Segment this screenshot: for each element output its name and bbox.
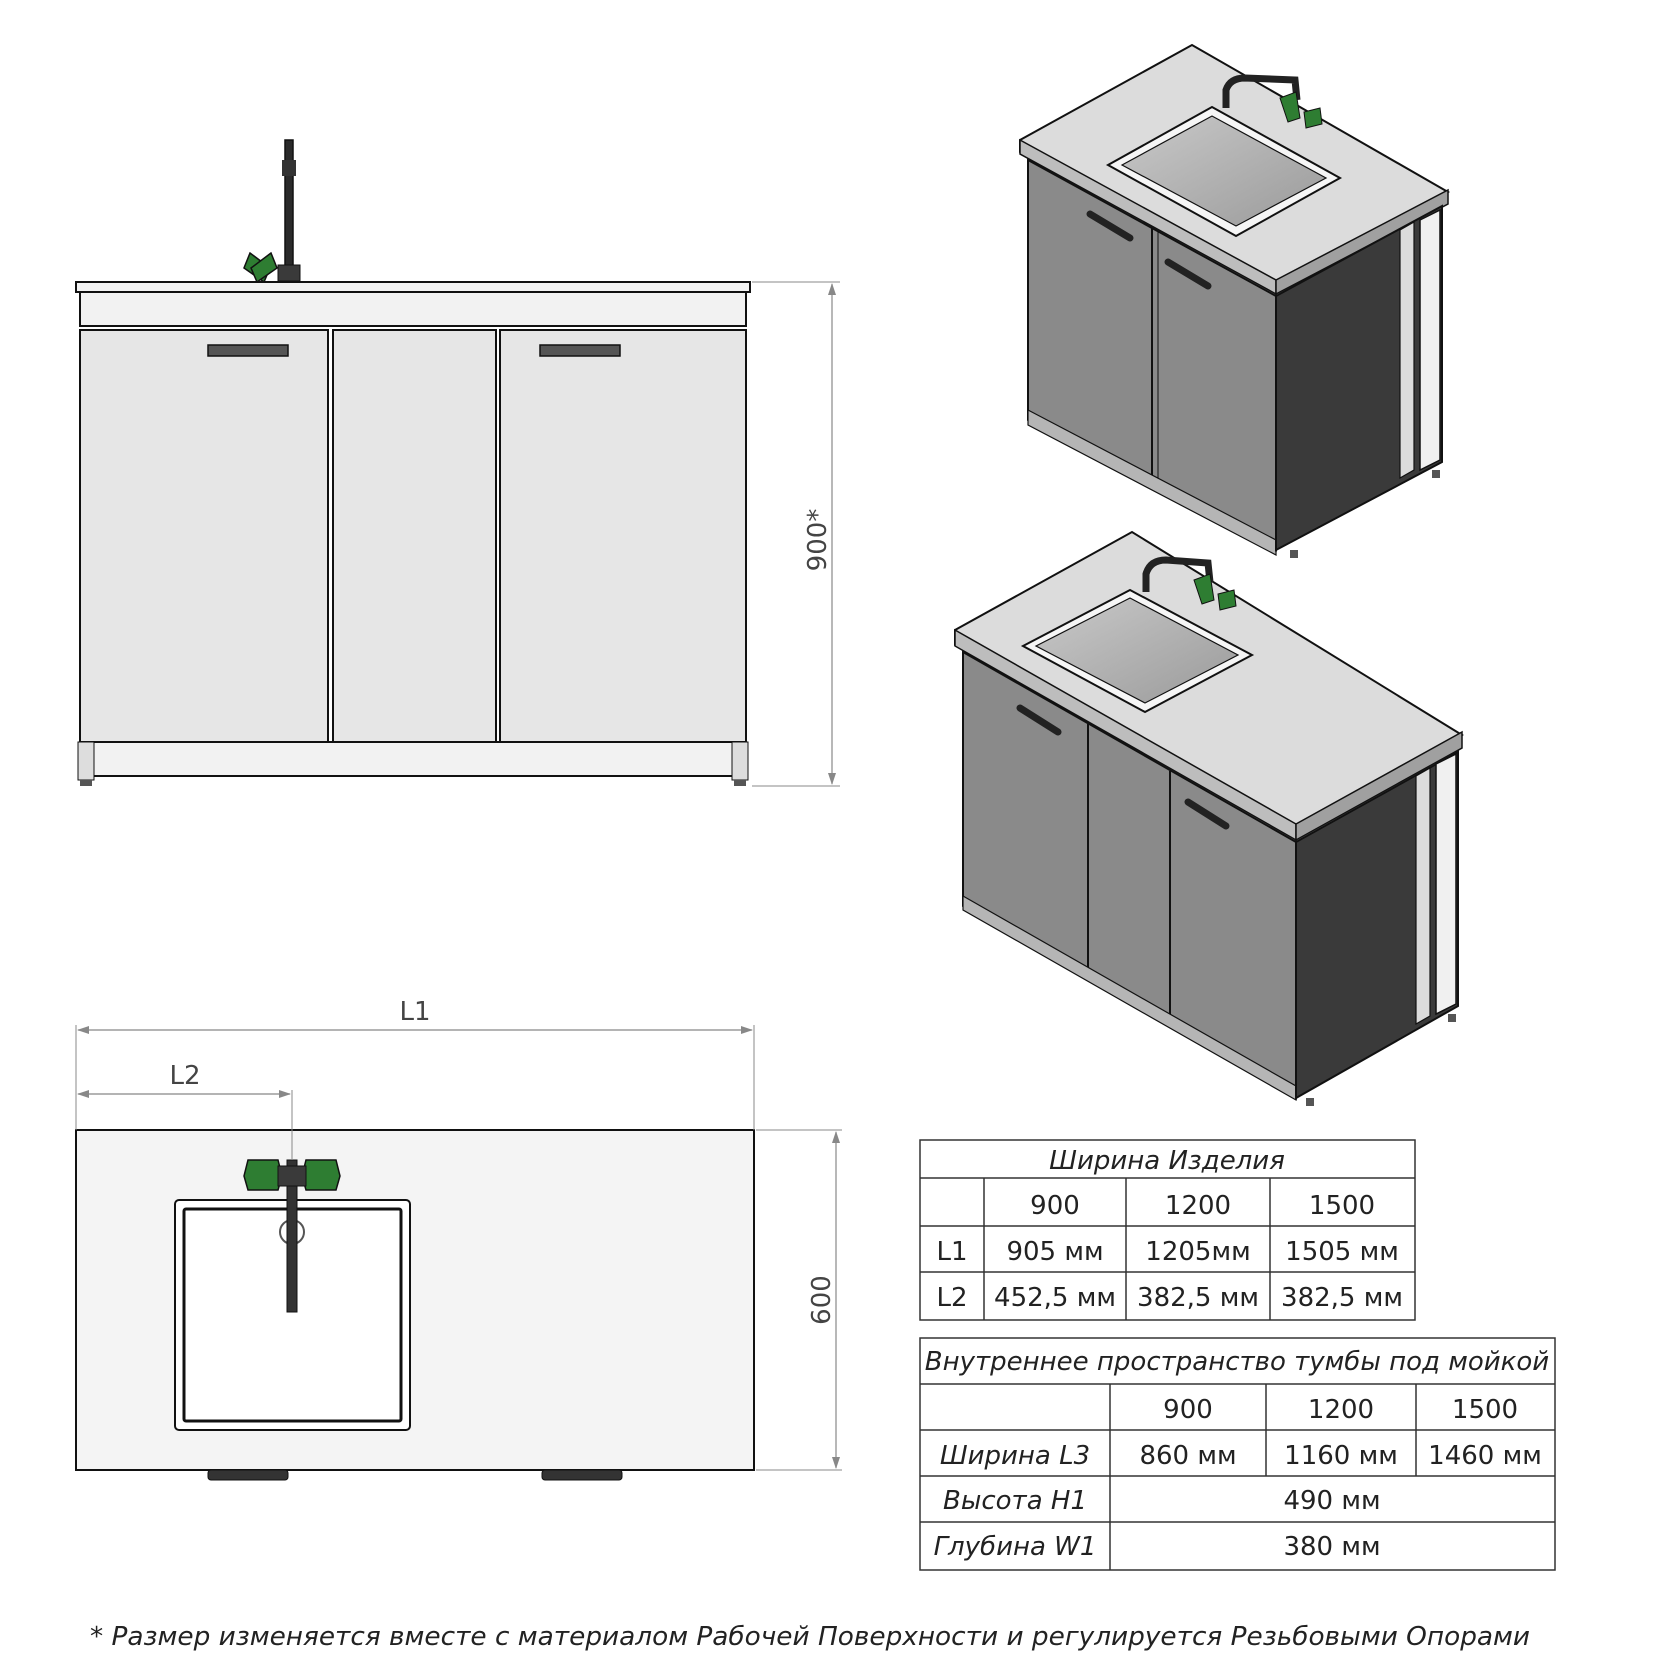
width-col-1200: 1200 bbox=[1164, 1191, 1232, 1221]
right-handle bbox=[540, 345, 620, 356]
handle-top-right bbox=[542, 1470, 622, 1480]
inner-col-1200: 1200 bbox=[1307, 1395, 1375, 1425]
width-col-1500: 1500 bbox=[1308, 1191, 1376, 1221]
inner-row-height-label: Высота H1 bbox=[942, 1486, 1088, 1516]
right-door bbox=[500, 330, 746, 742]
inner-row-width-1500: 1460 мм bbox=[1428, 1441, 1542, 1471]
front-view bbox=[76, 140, 750, 786]
depth-label: 600 bbox=[807, 1275, 837, 1325]
l1-label: L1 bbox=[399, 997, 431, 1027]
width-row-l2-900: 452,5 мм bbox=[994, 1283, 1116, 1313]
inner-col-900: 900 bbox=[1163, 1395, 1213, 1425]
width-row-l2-1500: 382,5 мм bbox=[1281, 1283, 1403, 1313]
footnote: * Размер изменяется вместе с материалом Рабочей Поверхности и регулируется Резьбовыми Опорами bbox=[90, 1622, 1530, 1652]
inner-row-width-900: 860 мм bbox=[1139, 1441, 1237, 1471]
depth-dimension bbox=[756, 1130, 842, 1470]
left-leg bbox=[78, 742, 94, 780]
height-dimension bbox=[752, 282, 840, 786]
inner-row-width-1200: 1160 мм bbox=[1284, 1441, 1398, 1471]
iso-view-large bbox=[955, 532, 1462, 1106]
handle-top-left bbox=[208, 1470, 288, 1480]
width-row-l1-1200: 1205мм bbox=[1145, 1237, 1251, 1267]
valve-right-icon bbox=[302, 1160, 340, 1190]
inner-row-width-label: Ширина L3 bbox=[939, 1441, 1091, 1471]
countertop bbox=[76, 282, 750, 292]
inner-row-depth-value: 380 мм bbox=[1283, 1532, 1381, 1562]
width-row-l1-label: L1 bbox=[936, 1237, 968, 1267]
inner-col-1500: 1500 bbox=[1451, 1395, 1519, 1425]
top-view bbox=[76, 1130, 754, 1480]
middle-panel bbox=[333, 330, 496, 742]
l2-label: L2 bbox=[169, 1061, 201, 1091]
right-leg bbox=[732, 742, 748, 780]
width-table-title: Ширина Изделия bbox=[1049, 1146, 1285, 1176]
plinth bbox=[80, 742, 746, 776]
inner-table-title: Внутреннее пространство тумбы под мойкой bbox=[924, 1347, 1550, 1377]
inner-row-depth-label: Глубина W1 bbox=[933, 1532, 1097, 1562]
left-handle bbox=[208, 345, 288, 356]
width-row-l2-1200: 382,5 мм bbox=[1137, 1283, 1259, 1313]
faucet-icon bbox=[244, 140, 300, 282]
width-row-l1-1500: 1505 мм bbox=[1285, 1237, 1399, 1267]
height-label: 900* bbox=[803, 508, 833, 572]
valve-left-icon bbox=[244, 1160, 282, 1190]
left-door bbox=[80, 330, 328, 742]
width-row-l1-900: 905 мм bbox=[1006, 1237, 1104, 1267]
inner-row-height-value: 490 мм bbox=[1283, 1486, 1381, 1516]
width-row-l2-label: L2 bbox=[936, 1283, 968, 1313]
front-apron bbox=[80, 292, 746, 326]
width-col-900: 900 bbox=[1030, 1191, 1080, 1221]
iso-view-small bbox=[1020, 45, 1448, 558]
